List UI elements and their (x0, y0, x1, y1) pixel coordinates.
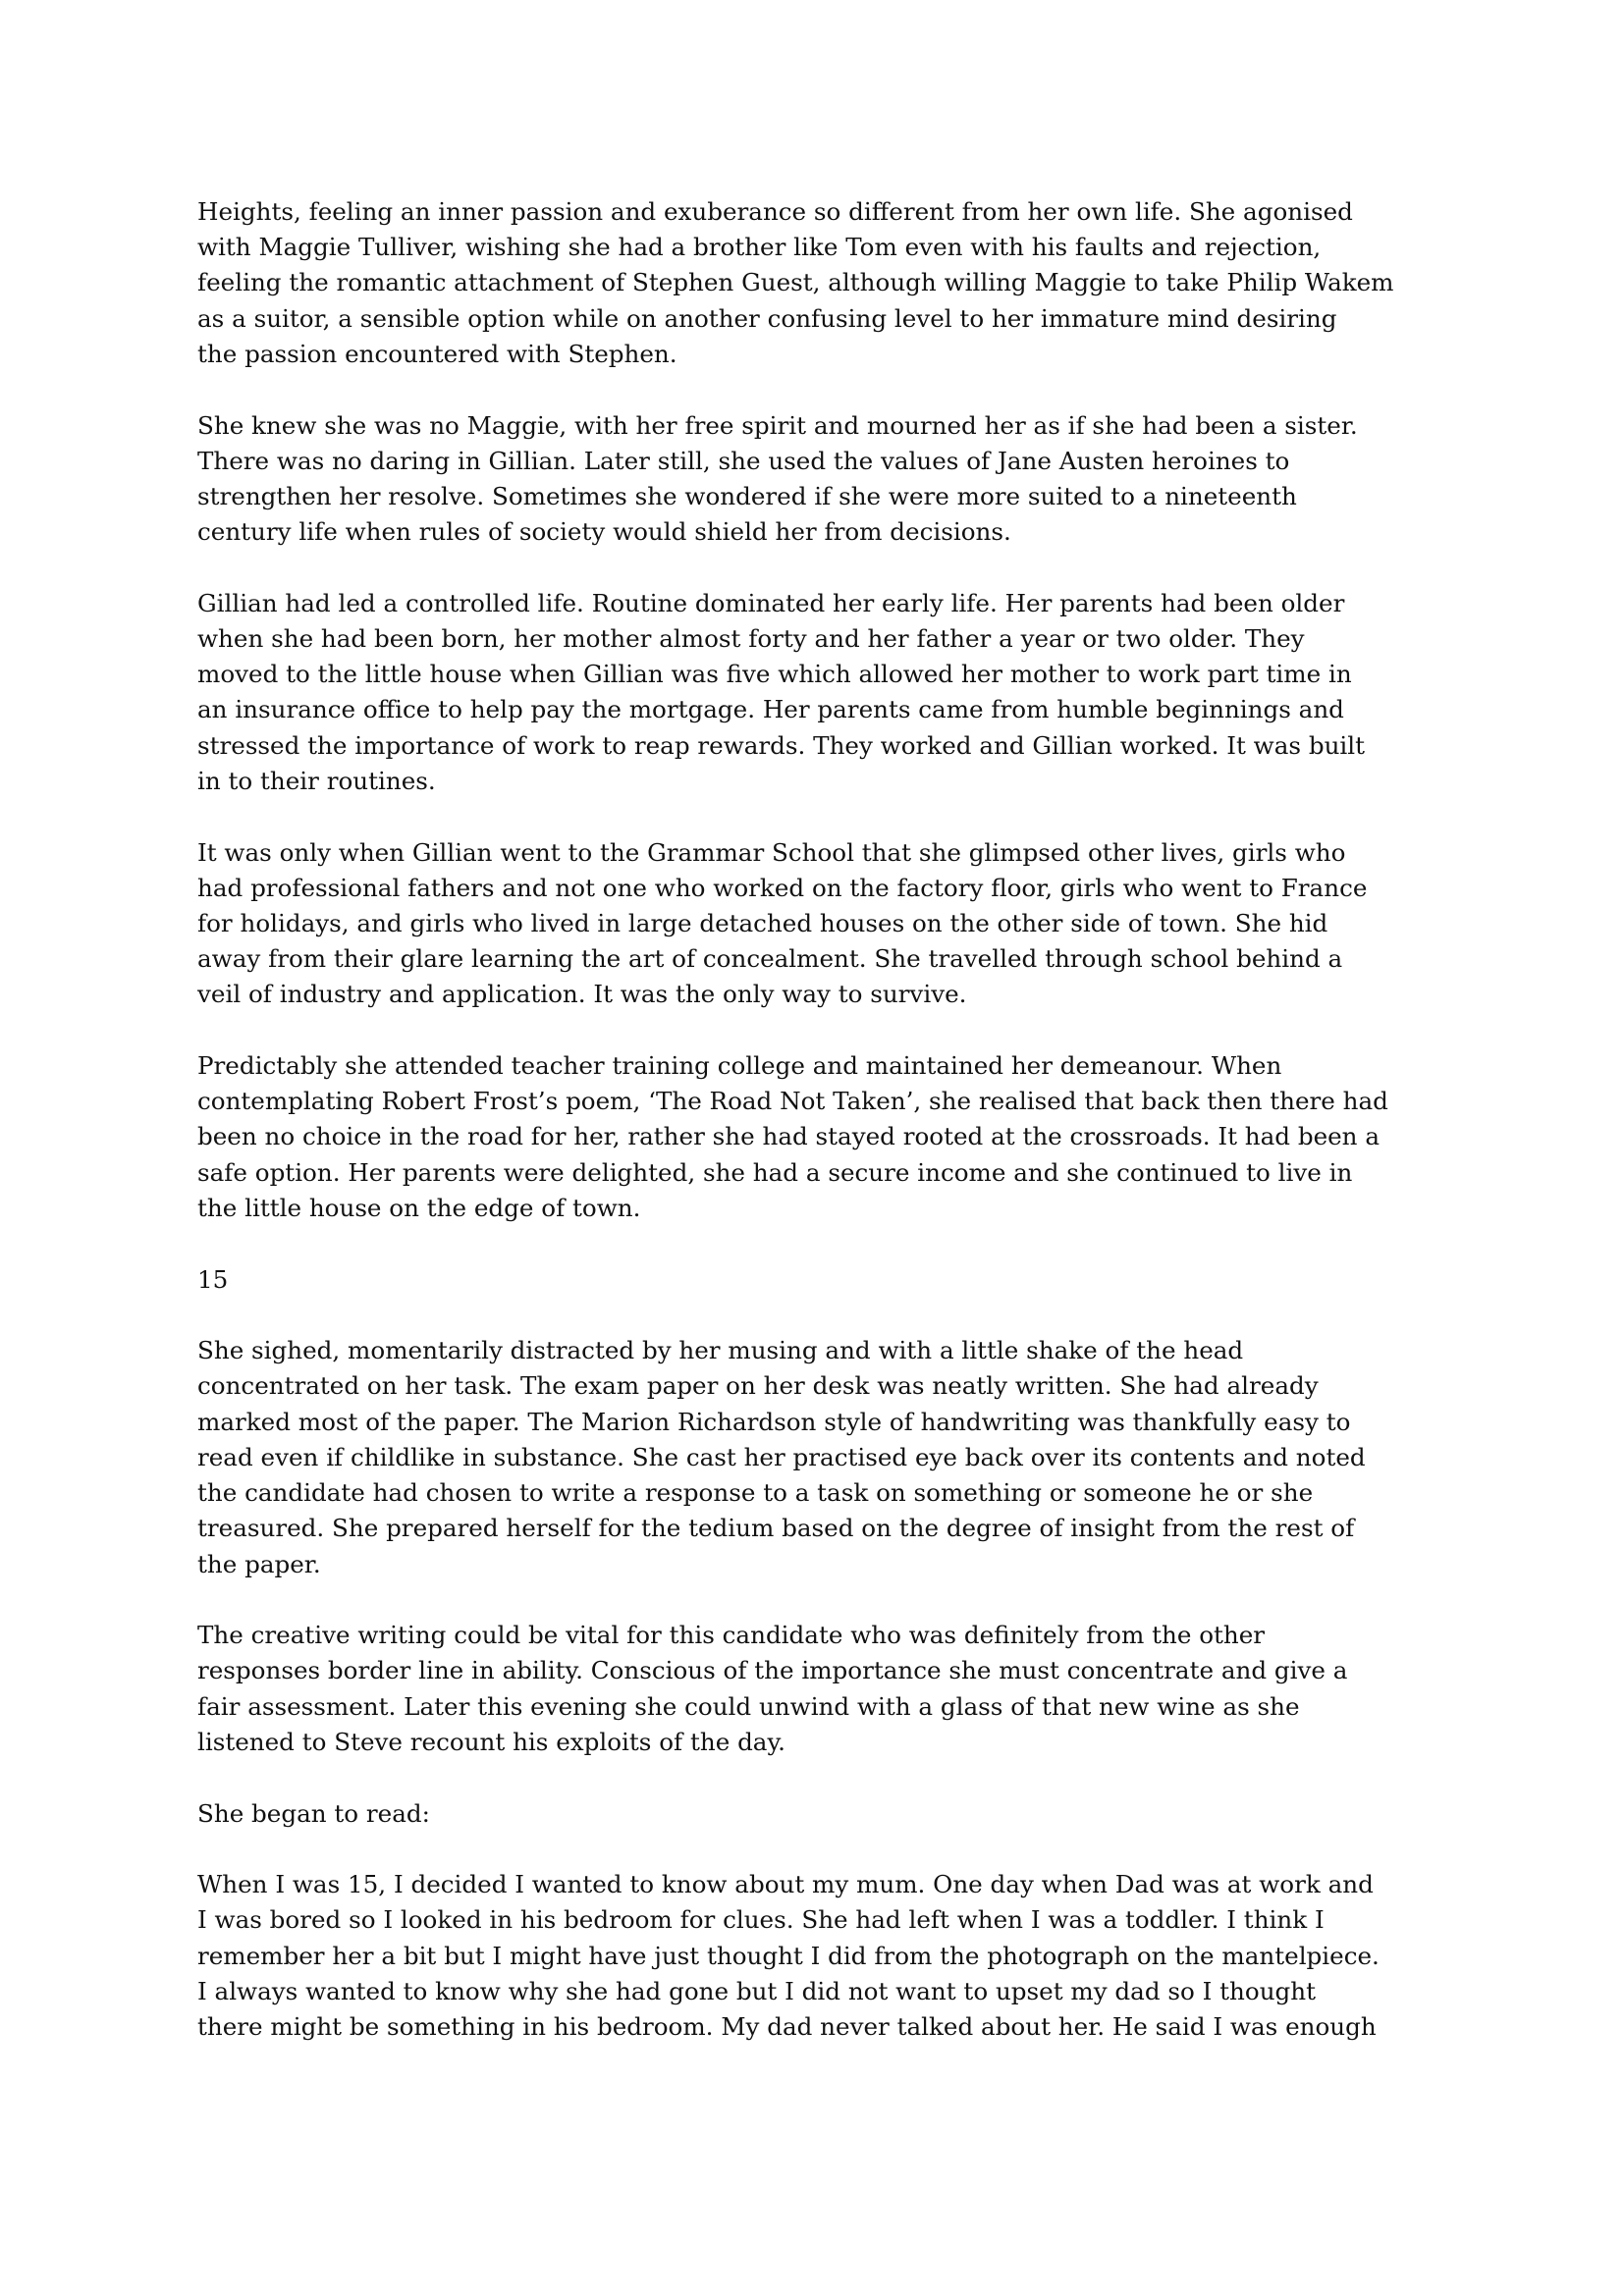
text-line: when she had been born, her mother almost forty and her father a year or two older. They (197, 624, 1305, 654)
paragraph-wuthering-heights (197, 194, 1454, 372)
text-line: away from their glare learning the art of concealment. She travelled through school behind a (197, 944, 1343, 974)
text-line: concentrated on her task. The exam paper on her desk was neatly written. She had already (197, 1371, 1319, 1401)
text-line: fair assessment. Later this evening she could unwind with a glass of that new wine as she (197, 1691, 1300, 1721)
text-line: the candidate had chosen to write a response to a task on something or someone he or she (197, 1478, 1314, 1508)
text-line: listened to Steve recount his exploits of the day. (197, 1727, 785, 1756)
text-line: She knew she was no Maggie, with her free spirit and mourned her as if she had been a sister. (197, 410, 1358, 440)
section-number (197, 1262, 1454, 1298)
text-line: been no choice in the road for her, rather she had stayed rooted at the crossroads. It had been a (197, 1122, 1380, 1151)
text-line: feeling the romantic attachment of Stephen Guest, although willing Maggie to take Philip Wakem (197, 268, 1394, 297)
text-line: I always wanted to know why she had gone but I did not want to upset my dad so I thought (197, 1976, 1317, 2005)
text-line: the paper. (197, 1549, 321, 1578)
text-line: with Maggie Tulliver, wishing she had a brother like Tom even with his faults and rejection, (197, 233, 1322, 262)
text-line: marked most of the paper. The Marion Richardson style of handwriting was thankfully easy to (197, 1407, 1351, 1436)
paragraph-teacher-training (197, 1048, 1454, 1226)
text-line: safe option. Her parents were delighted, she had a secure income and she continued to live in (197, 1157, 1353, 1187)
paragraph-candidate-essay (197, 1867, 1454, 2045)
text-line: stressed the importance of work to reap rewards. They worked and Gillian worked. It was built (197, 730, 1366, 760)
text-line: It was only when Gillian went to the Grammar School that she glimpsed other lives, girls who (197, 837, 1346, 867)
text-line: Gillian had led a controlled life. Routine dominated her early life. Her parents had been older (197, 588, 1345, 617)
text-line: strengthen her resolve. Sometimes she wondered if she were more suited to a nineteenth (197, 481, 1297, 510)
text-line: contemplating Robert Frost’s poem, ‘The Road Not Taken’, she realised that back then there had (197, 1087, 1388, 1116)
text-line: read even if childlike in substance. She cast her practised eye back over its contents and noted (197, 1442, 1366, 1471)
text-line: She sighed, momentarily distracted by her musing and with a little shake of the head (197, 1336, 1244, 1365)
text-line: had professional fathers and not one who worked on the factory floor, girls who went to France (197, 873, 1368, 902)
text-line: responses border line in ability. Conscious of the importance she must concentrate and give a (197, 1656, 1348, 1685)
document-page (197, 194, 1454, 2081)
text-line: The creative writing could be vital for this candidate who was definitely from the other (197, 1621, 1266, 1650)
paragraph-creative-writing (197, 1618, 1454, 1760)
text-line: treasured. She prepared herself for the tedium based on the degree of insight from the rest of (197, 1514, 1355, 1543)
text-line: as a suitor, a sensible option while on another confusing level to her immature mind desiring (197, 303, 1337, 333)
text-line: veil of industry and application. It was the only way to survive. (197, 980, 967, 1009)
text-line: When I was 15, I decided I wanted to know about my mum. One day when Dad was at work and (197, 1870, 1374, 1899)
text-line: in to their routines. (197, 766, 436, 795)
paragraph-controlled-life (197, 586, 1454, 799)
paragraph-no-maggie (197, 408, 1454, 551)
paragraph-began-to-read (197, 1796, 1454, 1832)
text-line: She began to read: (197, 1798, 430, 1828)
text-line: there might be something in his bedroom. My dad never talked about her. He said I was enough (197, 2012, 1377, 2042)
text-line: century life when rules of society would shield her from decisions. (197, 517, 1011, 547)
section-number-text: 15 (197, 1264, 229, 1294)
text-line: remember her a bit but I might have just thought I did from the photograph on the mantelpiece. (197, 1941, 1380, 1970)
text-line: Heights, feeling an inner passion and exuberance so different from her own life. She agonised (197, 197, 1353, 226)
text-line: I was bored so I looked in his bedroom for clues. She had left when I was a toddler. I think I (197, 1905, 1325, 1935)
text-line: There was no daring in Gillian. Later still, she used the values of Jane Austen heroines to (197, 446, 1290, 475)
paragraph-grammar-school (197, 835, 1454, 1013)
text-line: the passion encountered with Stephen. (197, 339, 677, 368)
text-line: moved to the little house when Gillian was five which allowed her mother to work part time in (197, 660, 1352, 689)
paragraph-exam-paper (197, 1333, 1454, 1581)
text-line: the little house on the edge of town. (197, 1193, 641, 1222)
text-line: an insurance office to help pay the mortgage. Her parents came from humble beginnings and (197, 695, 1344, 724)
text-line: for holidays, and girls who lived in large detached houses on the other side of town. She hid (197, 908, 1328, 937)
text-line: Predictably she attended teacher training college and maintained her demeanour. When (197, 1051, 1282, 1081)
